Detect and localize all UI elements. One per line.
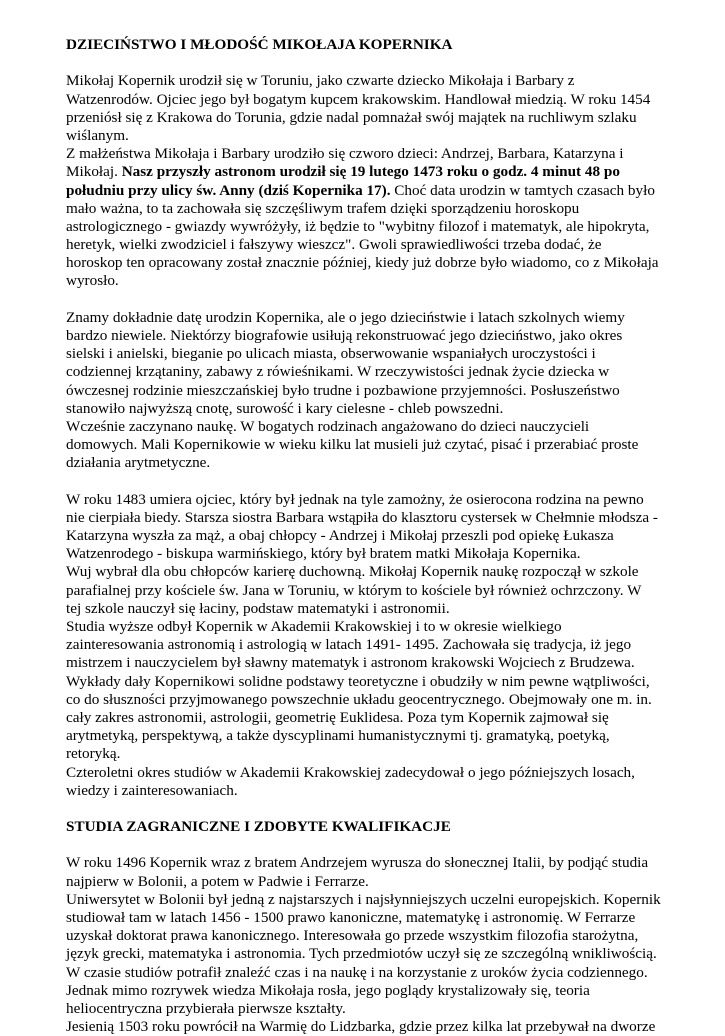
- text-line: [66, 927, 661, 945]
- text-run: cały zakres astronomii, astrologii, geometrię Euklidesa. Poza tym Kopernik zajmował się: [66, 708, 609, 726]
- text-line: [66, 363, 661, 381]
- text-line: [66, 691, 661, 709]
- text-line: [66, 109, 661, 127]
- text-run: najpierw w Bolonii, a potem w Padwie i Ferrarze.: [66, 872, 369, 890]
- bold-text-run: Nasz przyszły astronom urodził się 19 lutego 1473 roku o godz. 4 minut 48 po: [121, 163, 620, 181]
- text-line: [66, 327, 661, 345]
- text-line: [66, 891, 661, 909]
- text-run: uzyskał doktorat prawa kanonicznego. Interesowała go przede wszystkim filozofia starożytna,: [66, 927, 639, 945]
- text-run: domowych. Mali Kopernikowie w wieku kilku lat musieli już czytać, pisać i przerabiać proste: [66, 436, 639, 454]
- text-run: W roku 1496 Kopernik wraz z bratem Andrzejem wyrusza do słonecznej Italii, by podjąć studia: [66, 854, 649, 872]
- section-gap: [66, 800, 661, 818]
- text-line: [66, 982, 661, 1000]
- text-run: Choć data urodzin w tamtych czasach było: [390, 181, 655, 199]
- text-run: codziennej krzątaniny, zabawy z rówieśnikami. W rzeczywistości jednak życie dziecka w: [66, 363, 610, 381]
- bold-text-run: południu przy ulicy św. Anny (dziś Kopernika 17).: [66, 181, 391, 199]
- paragraph: [66, 72, 661, 290]
- text-run: nie cierpiała biedy. Starsza siostra Barbara wstąpiła do klasztoru cystersek w Chełmnie młodsza -: [66, 508, 658, 526]
- text-line: [66, 345, 661, 363]
- text-line: [66, 764, 661, 782]
- text-run: astrologicznego - gwiazdy wywróżyły, iż będzie to "wybitny filozof i matematyk, ale hipokryta,: [66, 217, 650, 235]
- text-line: [66, 218, 661, 236]
- section-heading: DZIECIŃSTWO I MŁODOŚĆ MIKOŁAJA KOPERNIKA: [66, 36, 453, 53]
- text-run: język grecki, matematyka i astronomia. Tych przedmiotów uczył się ze szczególną wnikliwością.: [66, 945, 657, 963]
- text-line: [66, 509, 661, 527]
- text-run: Studia wyższe odbył Kopernik w Akademii Krakowskiej i to w okresie wielkiego: [66, 618, 562, 636]
- text-run: przeniósł się z Krakowa do Torunia, gdzie nadal pomnażał swój majątek na ruchliwym szlaku: [66, 108, 637, 126]
- text-run: retoryką.: [66, 745, 121, 763]
- text-run: Watzenrodów. Ojciec jego był bogatym kupcem krakowskim. Handlował miedzią. W roku 1454: [66, 90, 651, 108]
- text-run: heliocentryczna przybierała pierwsze kształty.: [66, 999, 346, 1017]
- document-page: [66, 36, 661, 1036]
- text-line: [66, 563, 661, 581]
- text-run: studiował tam w latach 1456 - 1500 prawo kanoniczne, matematykę i astronomię. W Ferrarze: [66, 909, 636, 927]
- text-run: Uniwersytet w Bolonii był jedną z najstarszych i najsłynniejszych uczelni europejskich. Kopernik: [66, 890, 661, 908]
- text-run: Jesienią 1503 roku powrócił na Warmię do Lidzbarka, gdzie przez kilka lat przebywał na dworze: [66, 1018, 656, 1036]
- text-run: wyrosło.: [66, 272, 119, 290]
- text-line: [66, 1018, 661, 1036]
- text-run: Mikołaj.: [66, 163, 122, 181]
- text-run: co do słuszności przyjmowanego powszechnie układu geocentrycznego. Obejmowały one m. in.: [66, 690, 652, 708]
- text-run: mistrzem i nauczycielem był sławny matematyk i astronom krakowski Wojciech z Brudzewa.: [66, 654, 635, 672]
- text-line: [66, 618, 661, 636]
- text-line: [66, 654, 661, 672]
- text-line: [66, 600, 661, 618]
- text-line: [66, 727, 661, 745]
- text-line: [66, 709, 661, 727]
- text-line: [66, 400, 661, 418]
- text-run: Wykłady dały Kopernikowi solidne podstawy teoretyczne i obudziły w nim pewne wątpliwości,: [66, 672, 650, 690]
- text-run: Znamy dokładnie datę urodzin Kopernika, ale o jego dzieciństwie i latach szkolnych wiemy: [66, 308, 625, 326]
- text-run: Wuj wybrał dla obu chłopców karierę duchowną. Mikołaj Kopernik naukę rozpoczął w szkole: [66, 563, 639, 581]
- text-line: [66, 254, 661, 272]
- text-line: [66, 491, 661, 509]
- text-run: W roku 1483 umiera ojciec, który był jednak na tyle zamożny, że osierocona rodzina na pewno: [66, 490, 644, 508]
- paragraph-gap: [66, 291, 661, 309]
- text-run: Wcześnie zaczynano naukę. W bogatych rodzinach angażowano do dzieci nauczycieli: [66, 417, 590, 435]
- text-line: [66, 909, 661, 927]
- paragraph: [66, 491, 661, 800]
- text-line: [66, 309, 661, 327]
- text-line: [66, 964, 661, 982]
- text-run: sielski i anielski, bieganie po ulicach miasta, obserwowanie wspaniałych uroczystości i: [66, 345, 596, 363]
- text-line: [66, 127, 661, 145]
- text-line: [66, 545, 661, 563]
- text-line: [66, 582, 661, 600]
- text-run: Czteroletni okres studiów w Akademii Krakowskiej zadecydował o jego późniejszych losach,: [66, 763, 635, 781]
- text-run: Mikołaj Kopernik urodził się w Toruniu, jako czwarte dziecko Mikołaja i Barbary z: [66, 72, 575, 90]
- text-line: [66, 236, 661, 254]
- text-run: Katarzyna wyszła za mąż, a obaj chłopcy - Andrzej i Mikołaj przeszli pod opiekę Łukasza: [66, 527, 614, 545]
- text-run: arytmetyką, perspektywą, a także dyscyplinami humanistycznymi tj. gramatyką, poetyką,: [66, 727, 610, 745]
- text-line: [66, 200, 661, 218]
- paragraph-gap: [66, 473, 661, 491]
- text-run: mało ważna, to ta zachowała się szczęśliwym trafem dzięki sporządzeniu horoskopu: [66, 199, 580, 217]
- text-line: [66, 91, 661, 109]
- text-run: Jednak mimo rozrywek wiedza Mikołaja rosła, jego poglądy krystalizowały się, teoria: [66, 981, 590, 999]
- text-line: [66, 1000, 661, 1018]
- text-line: [66, 436, 661, 454]
- text-line: [66, 873, 661, 891]
- text-line: [66, 673, 661, 691]
- text-run: bardzo niewiele. Niektórzy biografowie usiłują rekonstruować jego dzieciństwo, jako okres: [66, 327, 623, 345]
- text-line: [66, 527, 661, 545]
- text-line: [66, 636, 661, 654]
- text-line: [66, 418, 661, 436]
- text-run: stanowiło najwyższą cnotę, surowość i kary cielesne - chleb powszedni.: [66, 399, 504, 417]
- text-line: [66, 272, 661, 290]
- text-run: heretyk, wielki zwodziciel i fałszywy wieszcz". Gwoli sprawiedliwości trzeba dodać, że: [66, 236, 602, 254]
- text-line: [66, 145, 661, 163]
- text-line: [66, 745, 661, 763]
- text-run: Z małżeństwa Mikołaja i Barbary urodziło się czworo dzieci: Andrzej, Barbara, Katarzyna i: [66, 145, 624, 163]
- text-line: [66, 163, 661, 181]
- text-line: [66, 854, 661, 872]
- paragraph: [66, 309, 661, 473]
- text-run: działania arytmetyczne.: [66, 454, 211, 472]
- text-run: zainteresowania astronomią i astrologią w latach 1491- 1495. Zachowała się tradycja, iż jego: [66, 636, 632, 654]
- text-run: Watzenrodego - biskupa warmińskiego, który był bratem matki Mikołaja Kopernika.: [66, 545, 581, 563]
- text-run: W czasie studiów potrafił znaleźć czas i na naukę i na korzystanie z uroków życia codziennego.: [66, 963, 648, 981]
- text-run: ówczesnej rodzinie mieszczańskiej było trudne i pozbawione przyjemności. Posłuszeństwo: [66, 381, 620, 399]
- text-line: [66, 782, 661, 800]
- text-run: parafialnej przy kościele św. Jana w Toruniu, w którym to kościele był również ochrzczony. W: [66, 581, 642, 599]
- text-line: [66, 382, 661, 400]
- paragraph: [66, 854, 661, 1036]
- text-line: [66, 72, 661, 90]
- text-line: [66, 454, 661, 472]
- text-line: [66, 945, 661, 963]
- text-run: tej szkole nauczył się łaciny, podstaw matematyki i astronomii.: [66, 599, 450, 617]
- text-run: horoskop ten opracowany został znacznie później, kiedy już dobrze było wiadomo, co z Mikołaja: [66, 254, 659, 272]
- section-heading: STUDIA ZAGRANICZNE I ZDOBYTE KWALIFIKACJE: [66, 818, 451, 836]
- text-run: wiedzy i zainteresowaniach.: [66, 781, 238, 799]
- text-line: [66, 182, 661, 200]
- text-run: wiślanym.: [66, 126, 129, 144]
